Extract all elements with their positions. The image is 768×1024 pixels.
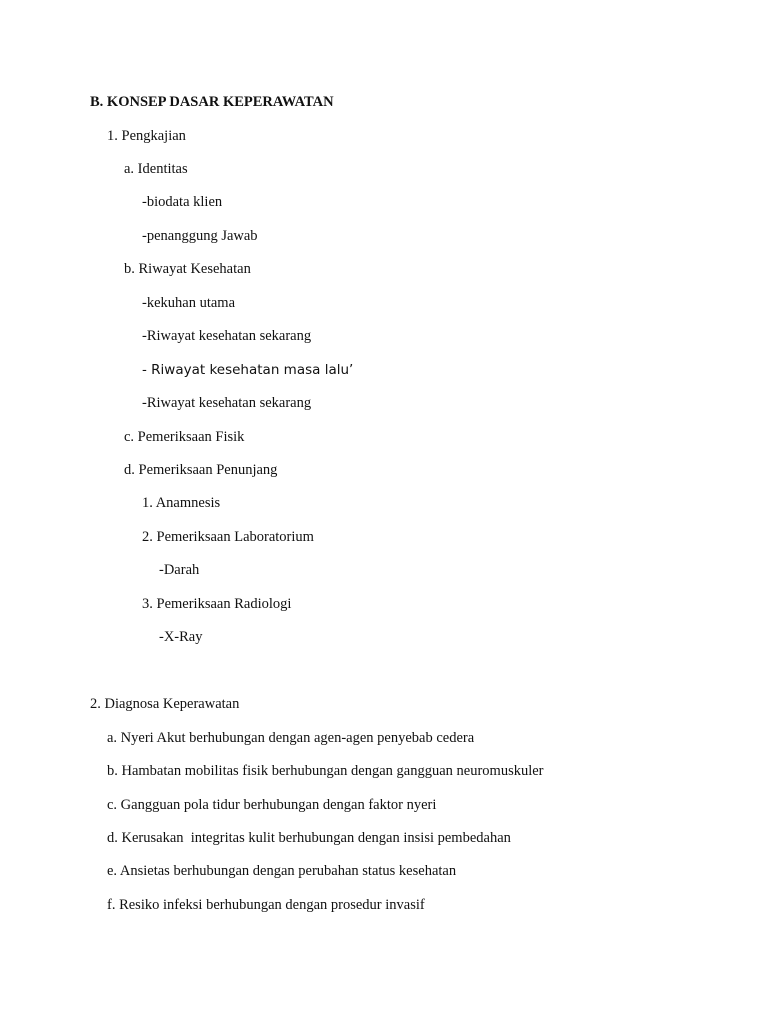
diagnosa-item: c. Gangguan pola tidur berhubungan dengan faktor nyeri [107,797,437,813]
riwayat-item: - Riwayat kesehatan masa lalu’ [142,362,354,378]
identitas-item: -penanggung Jawab [142,228,258,244]
section-heading: B. KONSEP DASAR KEPERAWATAN [90,94,334,110]
identitas-title: a. Identitas [124,161,188,177]
section2-title: 2. Diagnosa Keperawatan [90,696,240,712]
diagnosa-item: f. Resiko infeksi berhubungan dengan prosedur invasif [107,897,425,913]
diagnosa-item: b. Hambatan mobilitas fisik berhubungan dengan gangguan neuromuskuler [107,763,544,779]
penunjang-item: 2. Pemeriksaan Laboratorium [142,529,314,545]
identitas-item: -biodata klien [142,194,223,210]
penunjang-subitem: -Darah [159,562,200,578]
riwayat-item: -Riwayat kesehatan sekarang [142,395,312,411]
diagnosa-item: a. Nyeri Akut berhubungan dengan agen-agen penyebab cedera [107,730,475,746]
riwayat-item: -Riwayat kesehatan sekarang [142,328,312,344]
diagnosa-item: e. Ansietas berhubungan dengan perubahan status kesehatan [107,863,457,879]
penunjang-subitem: -X-Ray [159,629,203,645]
penunjang-item: 1. Anamnesis [142,495,221,511]
pemeriksaan-fisik-title: c. Pemeriksaan Fisik [124,429,245,445]
pemeriksaan-penunjang-title: d. Pemeriksaan Penunjang [124,462,278,478]
riwayat-title: b. Riwayat Kesehatan [124,261,251,277]
section1-title: 1. Pengkajian [107,128,186,144]
diagnosa-item: d. Kerusakan integritas kulit berhubungan dengan insisi pembedahan [107,830,511,846]
penunjang-item: 3. Pemeriksaan Radiologi [142,596,292,612]
riwayat-item: -kekuhan utama [142,295,236,311]
